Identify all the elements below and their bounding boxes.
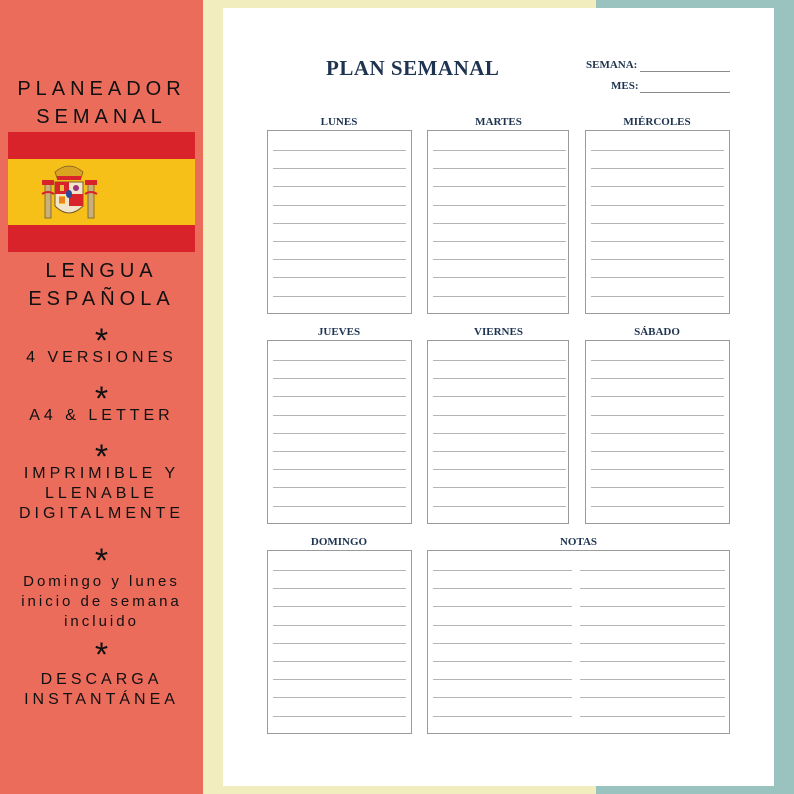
notes-label: NOTAS bbox=[559, 536, 598, 548]
ruled-line bbox=[580, 643, 725, 644]
ruled-line bbox=[591, 469, 724, 470]
day-label-domingo: DOMINGO bbox=[310, 536, 368, 548]
promo-panel bbox=[0, 0, 203, 794]
ruled-line bbox=[273, 487, 406, 488]
ruled-line bbox=[591, 360, 724, 361]
promo-language-line1: LENGUA bbox=[45, 260, 158, 282]
day-label-viernes: VIERNES bbox=[474, 326, 523, 338]
ruled-line bbox=[273, 241, 406, 242]
ruled-line bbox=[433, 570, 572, 571]
ruled-line bbox=[591, 241, 724, 242]
ruled-line bbox=[591, 205, 724, 206]
ruled-line bbox=[591, 506, 724, 507]
ruled-line bbox=[433, 259, 566, 260]
ruled-line bbox=[433, 241, 566, 242]
ruled-line bbox=[580, 570, 725, 571]
asterisk-bullet: * bbox=[94, 542, 109, 580]
day-label-jueves: JUEVES bbox=[317, 326, 361, 338]
asterisk-bullet: * bbox=[94, 438, 109, 476]
ruled-line bbox=[591, 296, 724, 297]
ruled-line bbox=[580, 679, 725, 680]
ruled-line bbox=[273, 186, 406, 187]
ruled-line bbox=[591, 451, 724, 452]
ruled-line bbox=[273, 433, 406, 434]
ruled-line bbox=[273, 625, 406, 626]
promo-title-line2: SEMANAL bbox=[36, 106, 167, 128]
ruled-line bbox=[433, 277, 566, 278]
month-input-line[interactable] bbox=[640, 92, 730, 93]
ruled-line bbox=[273, 150, 406, 151]
ruled-line bbox=[591, 277, 724, 278]
asterisk-bullet: * bbox=[94, 380, 109, 418]
ruled-line bbox=[273, 697, 406, 698]
month-label: MES: bbox=[611, 80, 639, 92]
ruled-line bbox=[580, 661, 725, 662]
ruled-line bbox=[433, 396, 566, 397]
ruled-line bbox=[433, 433, 566, 434]
ruled-line bbox=[273, 606, 406, 607]
ruled-line bbox=[591, 150, 724, 151]
feature-versions: 4 VERSIONES bbox=[26, 349, 177, 366]
ruled-line bbox=[591, 168, 724, 169]
feature-download-line1: DESCARGA bbox=[40, 671, 163, 688]
ruled-line bbox=[580, 716, 725, 717]
ruled-line bbox=[433, 679, 572, 680]
asterisk-bullet: * bbox=[94, 636, 109, 674]
feature-printable-line2: LLENABLE bbox=[45, 485, 158, 502]
ruled-line bbox=[433, 150, 566, 151]
ruled-line bbox=[433, 643, 572, 644]
ruled-line bbox=[433, 625, 572, 626]
ruled-line bbox=[273, 168, 406, 169]
feature-week-start-line1: Domingo y lunes bbox=[23, 573, 180, 590]
ruled-line bbox=[591, 186, 724, 187]
ruled-line bbox=[591, 415, 724, 416]
ruled-line bbox=[433, 697, 572, 698]
ruled-line bbox=[591, 378, 724, 379]
ruled-line bbox=[433, 360, 566, 361]
ruled-line bbox=[273, 396, 406, 397]
ruled-line bbox=[433, 415, 566, 416]
promo-title-line1: PLANEADOR bbox=[17, 78, 186, 100]
ruled-line bbox=[273, 259, 406, 260]
ruled-line bbox=[591, 223, 724, 224]
ruled-line bbox=[433, 716, 572, 717]
ruled-line bbox=[433, 487, 566, 488]
day-label-martes: MARTES bbox=[475, 116, 522, 128]
ruled-line bbox=[273, 360, 406, 361]
ruled-line bbox=[580, 588, 725, 589]
ruled-line bbox=[580, 606, 725, 607]
ruled-line bbox=[591, 396, 724, 397]
ruled-line bbox=[273, 277, 406, 278]
ruled-line bbox=[273, 223, 406, 224]
ruled-line bbox=[433, 378, 566, 379]
feature-paper-sizes: A4 & LETTER bbox=[29, 407, 174, 424]
ruled-line bbox=[273, 205, 406, 206]
ruled-line bbox=[433, 296, 566, 297]
asterisk-bullet: * bbox=[94, 322, 109, 360]
feature-printable-line3: DIGITALMENTE bbox=[18, 505, 185, 522]
ruled-line bbox=[591, 487, 724, 488]
ruled-line bbox=[433, 168, 566, 169]
ruled-line bbox=[273, 415, 406, 416]
ruled-line bbox=[433, 606, 572, 607]
ruled-line bbox=[433, 205, 566, 206]
ruled-line bbox=[433, 661, 572, 662]
feature-week-start-line2: inicio de semana bbox=[21, 593, 182, 610]
ruled-line bbox=[433, 588, 572, 589]
ruled-line bbox=[273, 296, 406, 297]
day-label-miercoles: MIÉRCOLES bbox=[623, 116, 691, 128]
ruled-line bbox=[591, 259, 724, 260]
ruled-line bbox=[591, 433, 724, 434]
ruled-line bbox=[433, 506, 566, 507]
ruled-line bbox=[273, 378, 406, 379]
feature-download-line2: INSTANTÁNEA bbox=[24, 691, 179, 708]
ruled-line bbox=[580, 697, 725, 698]
ruled-line bbox=[273, 588, 406, 589]
week-label: SEMANA: bbox=[586, 59, 638, 71]
ruled-line bbox=[273, 661, 406, 662]
ruled-line bbox=[433, 451, 566, 452]
ruled-line bbox=[433, 186, 566, 187]
ruled-line bbox=[273, 570, 406, 571]
feature-printable-line1: IMPRIMIBLE Y bbox=[23, 465, 180, 482]
ruled-line bbox=[273, 451, 406, 452]
ruled-line bbox=[580, 625, 725, 626]
ruled-line bbox=[433, 223, 566, 224]
ruled-line bbox=[273, 679, 406, 680]
ruled-line bbox=[433, 469, 566, 470]
feature-week-start-line3: incluido bbox=[64, 613, 139, 630]
day-label-lunes: LUNES bbox=[320, 116, 358, 128]
week-input-line[interactable] bbox=[640, 71, 730, 72]
promo-language-line2: ESPAÑOLA bbox=[28, 288, 175, 310]
spain-flag-icon bbox=[8, 132, 195, 252]
planner-title: PLAN SEMANAL bbox=[326, 56, 500, 80]
ruled-line bbox=[273, 469, 406, 470]
ruled-line bbox=[273, 716, 406, 717]
ruled-line bbox=[273, 643, 406, 644]
day-label-sabado: SÁBADO bbox=[634, 326, 680, 338]
ruled-line bbox=[273, 506, 406, 507]
